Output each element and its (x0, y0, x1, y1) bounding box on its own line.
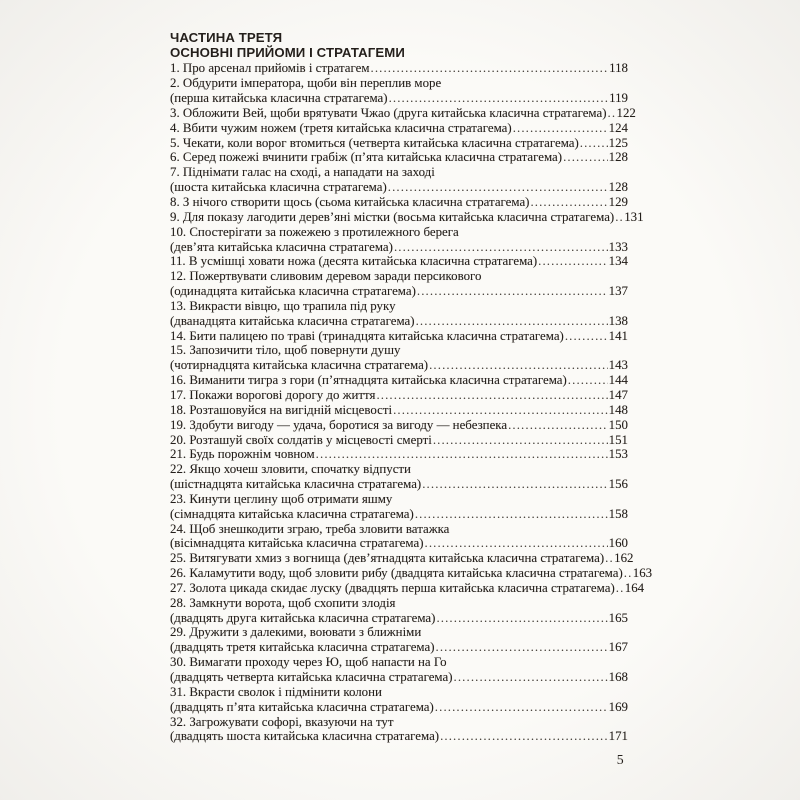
toc-entry-title: 13. Викрасти вівцю, що трапила під руку (170, 298, 396, 313)
dot-leader (563, 150, 608, 165)
toc-page-ref: 165 (608, 610, 628, 625)
toc-entry-title: 5. Чекати, коли ворог втомиться (четверта китайська класична стратагема) (170, 135, 579, 150)
toc-entry-title: 23. Кинути цеглину щоб отримати яшму (170, 491, 393, 506)
toc-line (170, 655, 628, 670)
toc-entry-title: 31. Вкрасти сволок і підмінити колони (170, 684, 382, 699)
dot-leader (538, 254, 608, 269)
toc-page-ref: 148 (608, 402, 628, 417)
toc-line (170, 433, 628, 448)
toc-line (170, 462, 628, 477)
toc-line (170, 388, 628, 403)
toc-page-ref: 151 (608, 432, 628, 447)
toc-line (170, 507, 628, 522)
toc-entry-title: 4. Вбити чужим ножем (третя китайська класична стратагема) (170, 120, 512, 135)
dot-leader (608, 106, 616, 121)
toc-page-ref: 153 (608, 447, 628, 462)
toc-entry-title: 19. Здобути вигоду — удача, боротися за вигоду — небезпека (170, 417, 508, 432)
toc-line (170, 373, 628, 388)
toc-page-ref: 168 (608, 670, 628, 684)
toc-page-ref: 162 (614, 551, 634, 566)
toc-line (170, 269, 628, 284)
table-of-contents (170, 61, 653, 744)
toc-line (170, 240, 628, 255)
toc-line (170, 640, 628, 655)
toc-line (170, 418, 628, 433)
page-number: 5 (616, 752, 624, 768)
toc-entry-title: 26. Каламутити воду, щоб зловити рибу (двадцята китайська класична стратагема) (170, 566, 623, 581)
toc-entry-title: 9. Для показу лагодити дерев’яні містки (восьма китайська класична стратагема) (170, 209, 615, 224)
toc-line (170, 358, 628, 373)
toc-line (170, 225, 628, 240)
toc-entry-title: 15. Запозичити тіло, щоб повернути душу (170, 343, 401, 358)
toc-entry-title: 20. Розташуй своїх солдатів у місцевості смерті (170, 432, 432, 447)
toc-page-ref: 150 (608, 417, 628, 432)
toc-line (170, 625, 628, 640)
dot-leader (417, 284, 608, 299)
dot-leader (316, 447, 608, 462)
part-label: ЧАСТИНА ТРЕТЯ (170, 30, 283, 45)
dot-leader (605, 551, 613, 566)
dot-leader (425, 536, 608, 551)
toc-page-ref: 133 (608, 239, 628, 254)
toc-line (170, 522, 628, 537)
dot-leader (624, 566, 632, 581)
toc-line (170, 165, 628, 180)
toc-line (170, 536, 628, 551)
toc-line (170, 343, 628, 358)
dot-leader (371, 61, 609, 76)
toc-page-ref: 143 (608, 358, 628, 373)
toc-line (170, 685, 628, 700)
toc-entry-title: 14. Бити палицею по траві (тринадцята китайська класична стратагема) (170, 328, 564, 343)
toc-line (170, 195, 628, 210)
toc-page-ref: 171 (608, 729, 628, 744)
toc-page-ref: 119 (609, 91, 628, 106)
toc-entry-continuation: (чотирнадцята китайська класична стратагема) (170, 358, 429, 373)
toc-entry-title: 27. Золота цикада скидає луску (двадцять перша китайська класична стратагема) (170, 580, 615, 595)
dot-leader (454, 670, 608, 685)
toc-entry-title: 24. Щоб знешкодити зграю, треба зловити ватажка (170, 521, 450, 536)
toc-entry-title: 11. В усмішці ховати ножа (десята китайська класична стратагема) (170, 254, 538, 269)
toc-entry-title: 28. Замкнути ворота, щоб схопити злодія (170, 595, 396, 610)
toc-entry-continuation: (двадцять четверта китайська класична стратагема) (170, 670, 453, 684)
toc-entry-title: 3. Обложити Вей, щоби врятувати Чжао (друга китайська класична стратагема) (170, 105, 607, 120)
toc-line (170, 729, 628, 744)
toc-line (170, 136, 628, 151)
toc-page-ref: 141 (608, 328, 628, 343)
toc-entry-title: 18. Розташовуйся на вигідній місцевості (170, 402, 393, 417)
toc-line (170, 447, 628, 462)
toc-entry-continuation: (шоста китайська класична стратагема) (170, 180, 387, 195)
dot-leader (508, 418, 608, 433)
toc-entry-continuation: (дванадцята китайська класична стратагема) (170, 313, 415, 328)
toc-page-ref: 169 (608, 699, 628, 714)
dot-leader (429, 358, 608, 373)
toc-page-ref: 137 (608, 284, 628, 299)
dot-leader (389, 91, 609, 106)
toc-line (170, 254, 628, 269)
toc-line (170, 209, 644, 225)
dot-leader (435, 700, 608, 715)
toc-line (170, 551, 634, 566)
toc-line (170, 180, 628, 195)
toc-entry-title: 8. З нічого створити щось (сьома китайська класична стратагема) (170, 195, 530, 209)
dot-leader (580, 136, 608, 151)
toc-line (170, 299, 628, 314)
dot-leader (436, 611, 607, 626)
dot-leader (615, 210, 623, 225)
dot-leader (436, 640, 608, 655)
toc-entry-title: 6. Серед пожежі вчинити грабіж (п’ята китайська класична стратагема) (170, 150, 563, 165)
toc-entry-title: 17. Покажи ворогові дорогу до життя (170, 387, 376, 402)
toc-page-ref: 131 (624, 209, 644, 224)
dot-leader (393, 403, 608, 418)
toc-entry-title: 7. Піднімати галас на сході, а нападати на заході (170, 165, 435, 180)
toc-page-ref: 122 (616, 105, 636, 120)
toc-line (170, 700, 628, 715)
toc-entry-continuation: (дев’ята китайська класична стратагема) (170, 239, 393, 254)
dot-leader (422, 477, 607, 492)
toc-entry-title: 30. Вимагати проходу через Ю, щоб напасти на Го (170, 655, 447, 670)
dot-leader (513, 121, 608, 136)
toc-entry-title: 21. Будь порожнім човном (170, 447, 315, 462)
toc-entry-continuation: (двадцять п’ята китайська класична стратагема) (170, 699, 434, 714)
toc-page-ref: 125 (608, 135, 628, 150)
dot-leader (530, 195, 607, 210)
dot-leader (394, 240, 608, 255)
toc-line (170, 580, 645, 596)
dot-leader (433, 433, 608, 448)
toc-entry-title: 29. Дружити з далекими, воювати з ближніми (170, 625, 422, 640)
dot-leader (565, 329, 608, 344)
toc-entry-title: 32. Загрожувати софорі, вказуючи на тут (170, 714, 394, 729)
dot-leader (415, 507, 608, 522)
toc-page-ref: 160 (608, 536, 628, 551)
toc-line (170, 596, 628, 611)
toc-entry-title: 1. Про арсенал прийомів і стратагем (170, 61, 370, 76)
toc-page-ref: 124 (608, 120, 628, 135)
toc-page-ref: 156 (608, 477, 628, 492)
toc-line (170, 670, 628, 685)
part-title: ОСНОВНІ ПРИЙОМИ І СТРАТАГЕМИ (170, 45, 405, 61)
toc-line (170, 91, 628, 106)
toc-entry-continuation: (двадцять третя китайська класична стратагема) (170, 640, 435, 655)
toc-line (170, 284, 628, 299)
toc-page-ref: 128 (608, 150, 628, 165)
toc-entry-continuation: (двадцять друга китайська класична стратагема) (170, 610, 436, 625)
dot-leader (440, 729, 608, 744)
toc-entry-title: 10. Спостерігати за пожежею з протилежного берега (170, 224, 459, 239)
toc-entry-title: 2. Обдурити імператора, щоби він переплив море (170, 76, 442, 91)
toc-entry-title: 12. Пожертвувати сливовим деревом заради персикового (170, 269, 482, 284)
dot-leader (568, 373, 608, 388)
dot-leader (616, 581, 624, 596)
toc-entry-continuation: (одинадцята китайська класична стратагема) (170, 284, 416, 299)
toc-entry-continuation: (шістнадцята китайська класична стратагема) (170, 477, 422, 492)
toc-page-ref: 167 (608, 640, 628, 655)
toc-line (170, 477, 628, 492)
toc-line (170, 329, 628, 344)
toc-entry-continuation: (сімнадцята китайська класична стратагема) (170, 506, 414, 521)
toc-page-ref: 118 (609, 61, 628, 76)
toc-line (170, 611, 628, 626)
toc-page-ref: 129 (608, 195, 628, 209)
toc-page-ref: 163 (632, 566, 653, 581)
toc-line (170, 121, 628, 136)
toc-entry-continuation: (вісімнадцята китайська класична стратагема) (170, 536, 424, 551)
toc-line (170, 492, 628, 507)
toc-page-ref: 134 (608, 254, 628, 269)
toc-line (170, 715, 628, 730)
toc-line (170, 566, 653, 581)
toc-page-ref: 138 (608, 313, 628, 328)
toc-entry-title: 22. Якщо хочеш зловити, спочатку відпусти (170, 462, 411, 477)
toc-line (170, 150, 628, 165)
dot-leader (376, 388, 607, 403)
toc-line (170, 403, 628, 418)
toc-entry-continuation: (двадцять шоста китайська класична стратагема) (170, 729, 440, 744)
toc-line (170, 61, 628, 76)
toc-entry-continuation: (перша китайська класична стратагема) (170, 91, 388, 106)
toc-page-ref: 164 (624, 580, 645, 595)
toc-content-block (170, 30, 653, 768)
toc-page-ref: 128 (608, 180, 628, 195)
dot-leader (416, 314, 608, 329)
toc-line (170, 76, 628, 91)
toc-page-ref: 144 (608, 373, 628, 388)
toc-page-ref: 147 (608, 387, 628, 402)
toc-entry-title: 25. Витягувати хмиз з вогнища (дев’ятнадцята китайська класична стратагема) (170, 551, 605, 566)
toc-line (170, 314, 628, 329)
toc-line (170, 105, 636, 121)
dot-leader (388, 180, 608, 195)
toc-entry-title: 16. Виманити тигра з гори (п’ятнадцята китайська класична стратагема) (170, 373, 567, 388)
toc-page-ref: 158 (608, 506, 628, 521)
